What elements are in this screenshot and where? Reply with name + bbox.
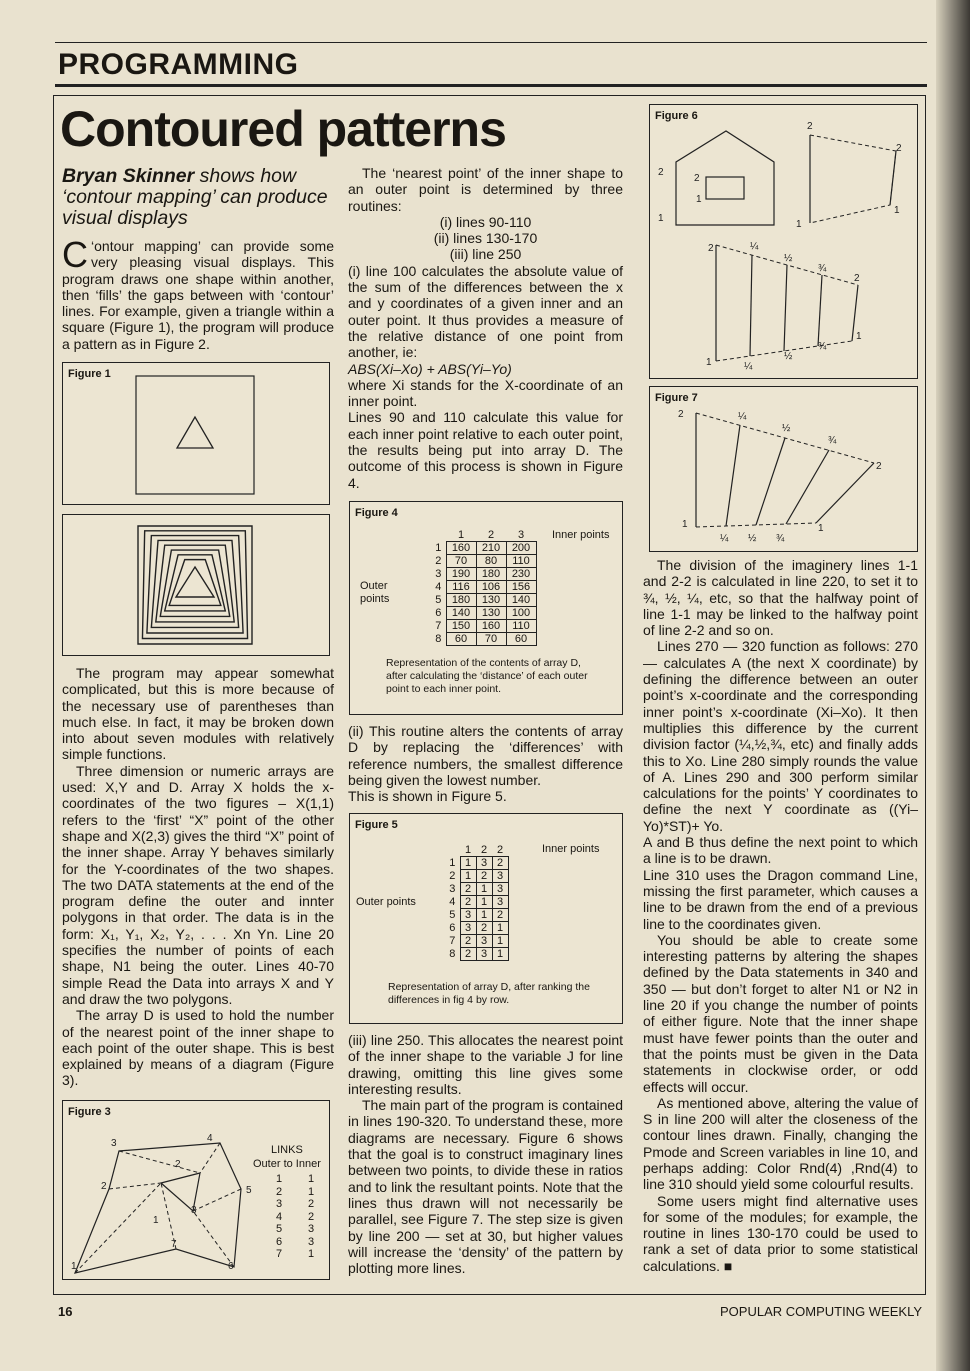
link-inner: 3 [307, 1223, 315, 1235]
paragraph: (i) line 100 calculates the absolute value of the sum of the differences between the x and y coordinates of a given inner and an outer point. It thus provides a measure of the relative distance of one point from another, ie: [348, 262, 623, 361]
link-row [259, 1186, 331, 1199]
figure-7-drawing [650, 387, 919, 553]
formula: ABS(Xi–Xo) + ABS(Yi–Yo) [348, 360, 512, 377]
figure-3-label: Figure 3 [68, 1106, 111, 1118]
table-row [448, 948, 508, 961]
paragraph: Three dimension or numeric arrays are used: X,Y and D. Array X holds the x-coordinates of the two figures – X(1,1) refers to the ‘first’ “X” point of the other shape and X(2,3) gives the third “X” point of the inner shape. Array Y behaves similarly for the Y-coordinates of the two shapes. The two DATA statements at the end of the program define the outer and innter polygons in that order. The data is in the form: X₁, Y₁, X₂, Y₂, . . . Xn Yn. Line 20 specifies the number of points of each shape, N1 being the outer. Lines 40-70 simple Read the Data into arrays X and Y and draw the two polygons. [62, 762, 334, 1007]
table-cell: 140 [506, 594, 536, 607]
figure-2-contour-drawing [63, 515, 331, 657]
svg-text:2: 2 [854, 273, 860, 284]
figure-5-label: Figure 5 [355, 819, 398, 831]
table-row [434, 581, 536, 594]
table-cell: 2 [460, 896, 476, 909]
column-3-text [643, 557, 918, 1274]
figure-1 [62, 362, 330, 505]
fraction-label: ¾ [828, 435, 837, 446]
link-outer: 7 [275, 1248, 283, 1260]
outer-point-label: 5 [246, 1185, 252, 1196]
paragraph: The ‘nearest point’ of the inner shape to an outer point is determined by three routines: [348, 165, 623, 214]
table-cell: 230 [506, 568, 536, 581]
table-cell: 80 [476, 555, 506, 568]
svg-text:2: 2 [708, 243, 714, 254]
table-row [434, 607, 536, 620]
fraction-label: ¾ [818, 341, 827, 352]
svg-text:1: 1 [706, 357, 712, 368]
inner-point-label: 1 [153, 1215, 159, 1226]
figure-6-label: Figure 6 [655, 110, 698, 122]
page-number: 16 [58, 1304, 73, 1319]
paragraph: This is shown in Figure 5. [348, 788, 507, 805]
fraction-label: ¼ [738, 411, 747, 422]
table-cell: 180 [446, 594, 476, 607]
table-cell: 1 [476, 896, 492, 909]
svg-text:1: 1 [818, 523, 824, 534]
section-rule [55, 84, 927, 87]
link-outer: 1 [275, 1173, 283, 1185]
row-number: 2 [434, 555, 446, 568]
figure-6-drawing [650, 105, 919, 380]
table-cell: 210 [476, 542, 506, 555]
column-2-top [348, 165, 623, 491]
link-row [259, 1173, 331, 1186]
figure-5-caption: Representation of array D, after ranking the differences in fig 4 by row. [388, 981, 590, 1006]
svg-text:2: 2 [678, 409, 684, 420]
top-rule [55, 42, 927, 43]
inner-triangle [176, 567, 214, 597]
table-cell: 100 [506, 607, 536, 620]
inner-points-label: Inner points [542, 843, 600, 855]
table-row [448, 909, 508, 922]
table-cell: 1 [492, 948, 508, 961]
table-cell: 110 [506, 555, 536, 568]
paragraph: The program may appear somewhat complicated, but this is more because of the necessary use of parentheses than much else. In fact, it may be broken down into about seven modules with relatively simple functions. [62, 665, 334, 763]
paragraph: Lines 270 — 320 function as follows: 270 — calculates A (the next X coordinate) by defining the difference between an outer point’s x-coordinate and the corresponding inner point’s x-coordinate (Xi–Xo). It then multiplies this difference by the current division factor (¼,½,¾, etc) and finally adds this to Xo. Line 280 simply rounds the value of A. Lines 290 and 300 perform similar calculations for the points’ Y coordinates to define the next Y coordinate as ((Yi–Yo)*ST)+ Yo. [643, 638, 918, 834]
row-number: 4 [434, 581, 446, 594]
link-inner: 2 [307, 1210, 315, 1223]
fraction-label: ½ [784, 351, 793, 362]
column-2-bottom [348, 1032, 623, 1276]
table-row [434, 633, 536, 646]
table-cell: 2 [492, 857, 508, 870]
fraction-label: ¼ [720, 533, 729, 544]
headline: Contoured patterns [60, 101, 506, 157]
row-number: 7 [448, 935, 460, 948]
fraction-label: ½ [748, 533, 757, 544]
table-row [448, 922, 508, 935]
table-cell: 3 [460, 909, 476, 922]
row-number: 3 [434, 568, 446, 581]
table-cell: 200 [506, 542, 536, 555]
link-row [259, 1236, 331, 1249]
table-cell: 110 [506, 620, 536, 633]
svg-text:1: 1 [856, 331, 862, 342]
table-cell: 2 [460, 883, 476, 896]
row-number: 7 [434, 620, 446, 633]
paragraph: As mentioned above, altering the value of S in line 200 will alter the closeness of the contour lines drawn. Finally, changing the Pmode and Screen variables in line 10, and perhaps adding: Color Rnd(4) ,Rnd(4) to line 310 should yield some colourful results. [643, 1094, 918, 1193]
table-row [448, 857, 508, 870]
figure-3 [62, 1100, 330, 1280]
column-head: 1 [464, 844, 472, 856]
fraction-label: ¼ [744, 361, 753, 372]
svg-text:1: 1 [682, 519, 688, 530]
paragraph: You should be able to create some interesting patterns by altering the shapes defined by the Data statements in 340 and 350 — but don’t forget to alter N1 or N2 in line 20 if you change the number of points of either figure. Note that the inner shape must have fewer points than the outer and that the points must be given in the Data statements in clockwise order, or odd effects will occur. [643, 931, 918, 1095]
section-title: PROGRAMMING [58, 48, 299, 81]
figure-4-label: Figure 4 [355, 507, 398, 519]
routine-item: (i) lines 90-110 [439, 213, 532, 230]
column-head: 3 [517, 529, 525, 541]
row-number: 6 [448, 922, 460, 935]
link-row [259, 1198, 331, 1211]
inner-point-label: 2 [175, 1159, 181, 1170]
table-cell: 1 [476, 883, 492, 896]
fraction-label: ¾ [776, 533, 785, 544]
table-cell: 3 [476, 948, 492, 961]
table-cell: 180 [476, 568, 506, 581]
row-number: 1 [434, 542, 446, 555]
paragraph: Some users might find alternative uses for some of the modules; for example, the routine in lines 130-170 could be used to rank a set of data prior to some statistical calculations. ■ [643, 1192, 918, 1274]
routine-item: (ii) lines 130-170 [433, 230, 538, 247]
intro-paragraph: ontour mapping’ can provide some very pleasing visual displays. This program draws one shape within another, then ‘fills’ the gaps between with ‘contour’ lines. For example, given a triangle within a square (Figure 1), the program will produce a pattern as in Figure 2. [62, 238, 334, 352]
table-cell: 3 [476, 857, 492, 870]
table-cell: 1 [476, 909, 492, 922]
table-cell: 1 [492, 935, 508, 948]
svg-text:2: 2 [896, 143, 902, 154]
table-row [448, 935, 508, 948]
table-cell: 2 [476, 870, 492, 883]
standfirst-text: shows how ‘contour mapping’ can produce visual displays [62, 165, 328, 229]
standfirst [62, 166, 334, 229]
table-cell: 1 [460, 857, 476, 870]
inner-points-label: Inner points [552, 529, 610, 541]
table-cell: 116 [446, 581, 476, 594]
outer-point-label: 6 [228, 1261, 234, 1272]
table-cell: 3 [476, 935, 492, 948]
figure-7 [649, 386, 918, 552]
paragraph: The array D is used to hold the number of the nearest point of the inner shape to each point of the outer shape. This is best explained by means of a diagram (Figure 3). [62, 1007, 334, 1089]
fraction-label: ¼ [750, 241, 759, 252]
table-cell: 70 [446, 555, 476, 568]
link-inner: 3 [307, 1235, 315, 1248]
svg-text:1: 1 [796, 219, 802, 230]
paragraph: The main part of the program is contained in lines 190-320. To understand these, more diagrams are necessary. Figure 6 shows that the goal is to construct imaginary lines between two points, to divide these in ratios and to link the resultant points. Note that the lines thus drawn will not necessarily be parallel, see Figure 7. The step size is given by line 200 — set at 30, but higher values will increase the ‘density’ of the pattern by plotting more lines. [348, 1097, 623, 1277]
column-head: 2 [480, 844, 488, 856]
table-cell: 3 [492, 883, 508, 896]
table-cell: 3 [492, 870, 508, 883]
magazine-name: POPULAR COMPUTING WEEKLY [720, 1304, 923, 1319]
table-row [434, 594, 536, 607]
routine-item: (iii) line 250 [449, 246, 522, 263]
column-head: 2 [487, 529, 495, 541]
table-cell: 70 [476, 633, 506, 646]
table-row [434, 542, 536, 555]
column-2-mid [348, 723, 623, 804]
figure-4-table [434, 529, 537, 646]
table-row [448, 883, 508, 896]
link-outer: 5 [275, 1223, 283, 1235]
links-title: LINKS [271, 1144, 303, 1156]
link-outer: 6 [275, 1235, 283, 1248]
figure-6 [649, 104, 918, 379]
link-outer: 4 [275, 1210, 283, 1223]
table-cell: 190 [446, 568, 476, 581]
outer-point-label: 4 [207, 1133, 213, 1144]
row-number: 4 [448, 896, 460, 909]
table-cell: 130 [476, 607, 506, 620]
table-cell: 3 [460, 922, 476, 935]
inner-point-label: 3 [191, 1205, 197, 1216]
svg-text:2: 2 [694, 173, 700, 184]
outer-point-label: 2 [101, 1181, 107, 1192]
link-inner: 1 [307, 1185, 315, 1198]
column-1-body [62, 665, 334, 1089]
table-cell: 3 [492, 896, 508, 909]
paragraph: The division of the imaginery lines 1-1 and 2-2 is calculated in line 220, to set it to ¾, ½, ¼, etc, so that the halfway point of line 1-1 may be linked to the halfway point of line 2-2 and so on. [643, 557, 918, 639]
table-cell: 2 [460, 948, 476, 961]
table-cell: 150 [446, 620, 476, 633]
table-cell: 160 [476, 620, 506, 633]
table-cell: 1 [460, 870, 476, 883]
figure-5-table [448, 844, 509, 961]
figure-5 [349, 813, 623, 1024]
page-spine-shadow [936, 0, 970, 1371]
figure-1-drawing [63, 363, 331, 506]
row-number: 5 [448, 909, 460, 922]
svg-text:1: 1 [658, 213, 664, 224]
table-cell: 156 [506, 581, 536, 594]
table-row [434, 620, 536, 633]
table-row [434, 555, 536, 568]
link-row [259, 1211, 331, 1224]
outer-point-label: 7 [171, 1239, 177, 1250]
column-head: 2 [496, 844, 504, 856]
link-row [259, 1248, 331, 1261]
contour-line [165, 555, 226, 611]
table-cell: 2 [460, 935, 476, 948]
link-inner: 1 [307, 1173, 315, 1185]
table-cell: 60 [446, 633, 476, 646]
link-row [259, 1223, 331, 1236]
svg-text:2: 2 [876, 461, 882, 472]
paragraph: Line 310 uses the Dragon command Line, missing the first parameter, which causes a line to be drawn from the end of a previous line to the coordinates given. [643, 866, 918, 932]
row-number: 5 [434, 594, 446, 607]
link-outer: 3 [275, 1198, 283, 1210]
links-list [259, 1173, 331, 1261]
link-outer: 2 [275, 1185, 283, 1198]
table-cell: 2 [476, 922, 492, 935]
table-row [434, 568, 536, 581]
table-cell: 1 [492, 922, 508, 935]
figure-4 [349, 501, 623, 715]
fraction-label: ½ [784, 253, 793, 264]
svg-text:2: 2 [658, 167, 664, 178]
outer-point-label: 3 [111, 1138, 117, 1149]
column-head: 1 [457, 529, 465, 541]
figure-2 [62, 514, 330, 656]
fraction-label: ¾ [818, 263, 827, 274]
figure-7-label: Figure 7 [655, 392, 698, 404]
paragraph: (ii) This routine alters the contents of array D by replacing the ‘differences’ with reference numbers, the smallest difference being given the lowest number. [348, 723, 623, 788]
table-cell: 140 [446, 607, 476, 620]
paragraph: Lines 90 and 110 calculate this value for each inner point relative to each outer point, the results being put into array D. The outcome of this process is shown in Figure 4. [348, 409, 623, 491]
row-number: 8 [448, 948, 460, 961]
table-cell: 60 [506, 633, 536, 646]
paragraph: A and B thus define the next point to which a line is to be drawn. [643, 834, 918, 867]
links-subtitle: Outer to Inner [253, 1158, 321, 1170]
table-cell: 106 [476, 581, 506, 594]
paragraph: (iii) line 250. This allocates the nearest point of the inner shape to the variable J for line drawing, omitting this line gives some interesting results. [348, 1032, 623, 1097]
svg-text:1: 1 [894, 205, 900, 216]
link-inner: 2 [307, 1198, 315, 1210]
row-number: 1 [448, 857, 460, 870]
svg-text:2: 2 [807, 121, 813, 132]
table-row [448, 896, 508, 909]
table-cell: 160 [446, 542, 476, 555]
figure-4-caption: Representation of the contents of array D, after calculating the ‘distance’ of each outer point to each inner point. [386, 657, 588, 695]
table-cell: 130 [476, 594, 506, 607]
column-1-intro: ‘ C ontour mapping’ can provide some very pleasing visual displays. This program draws one shape within another, then ‘fills’ the gaps between with ‘contour’ lines. For example, given a triangle within a square (Figure 1), the program will produce a pattern as in Figure 2. [62, 234, 334, 352]
svg-text:1: 1 [696, 194, 702, 205]
figure-1-label: Figure 1 [68, 368, 111, 380]
outer-point-label: 1 [71, 1261, 77, 1272]
table-row [448, 870, 508, 883]
row-number: 2 [448, 870, 460, 883]
row-number: 6 [434, 607, 446, 620]
fraction-label: ½ [782, 423, 791, 434]
outer-points-label: Outer points [360, 580, 390, 605]
paragraph: where Xi stands for the X-coordinate of an inner point. [348, 376, 623, 410]
author-name: Bryan Skinner [62, 165, 195, 187]
table-cell: 2 [492, 909, 508, 922]
row-number: 8 [434, 633, 446, 646]
outer-points-label: Outer points [356, 896, 416, 908]
link-inner: 1 [307, 1248, 315, 1260]
row-number: 3 [448, 883, 460, 896]
drop-cap: C [62, 234, 88, 275]
